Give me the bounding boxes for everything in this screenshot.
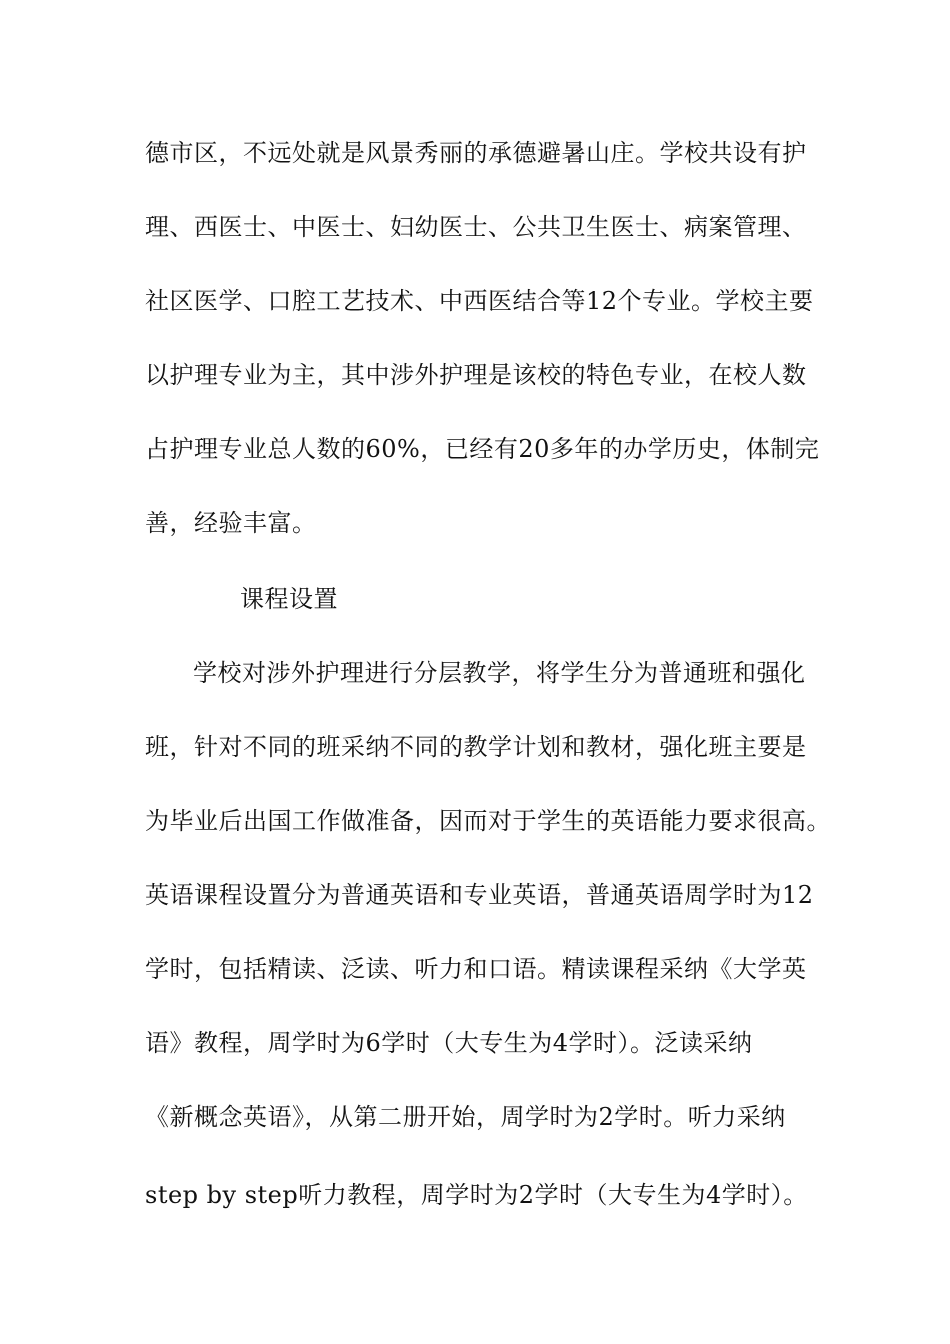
paragraph-line: 善，经验丰富。 [145, 509, 317, 537]
paragraph-line: 班，针对不同的班采纳不同的教学计划和教材，强化班主要是 [145, 733, 807, 761]
section-heading: 课程设置 [240, 585, 338, 613]
paragraph-line: 以护理专业为主，其中涉外护理是该校的特色专业，在校人数 [145, 361, 807, 389]
paragraph-line: 德市区，不远处就是风景秀丽的承德避暑山庄。学校共设有护 [145, 139, 807, 167]
paragraph-line: step by step听力教程，周学时为2学时（大专生为4学时）。 [145, 1181, 808, 1209]
paragraph-line: 语》教程，周学时为6学时（大专生为4学时）。泛读采纳 [145, 1029, 753, 1057]
paragraph-line: 学校对涉外护理进行分层教学，将学生分为普通班和强化 [193, 659, 806, 687]
paragraph-line: 为毕业后出国工作做准备，因而对于学生的英语能力要求很高。 [145, 807, 831, 835]
paragraph-line: 学时，包括精读、泛读、听力和口语。精读课程采纳《大学英 [145, 955, 807, 983]
paragraph-line: 《新概念英语》，从第二册开始，周学时为2学时。听力采纳 [145, 1103, 786, 1131]
paragraph-line: 理、西医士、中医士、妇幼医士、公共卫生医士、病案管理、 [145, 213, 807, 241]
paragraph-line: 社区医学、口腔工艺技术、中西医结合等12个专业。学校主要 [145, 287, 814, 315]
paragraph-line: 英语课程设置分为普通英语和专业英语，普通英语周学时为12 [145, 881, 814, 909]
paragraph-line: 占护理专业总人数的60%，已经有20多年的办学历史，体制完 [145, 435, 820, 463]
